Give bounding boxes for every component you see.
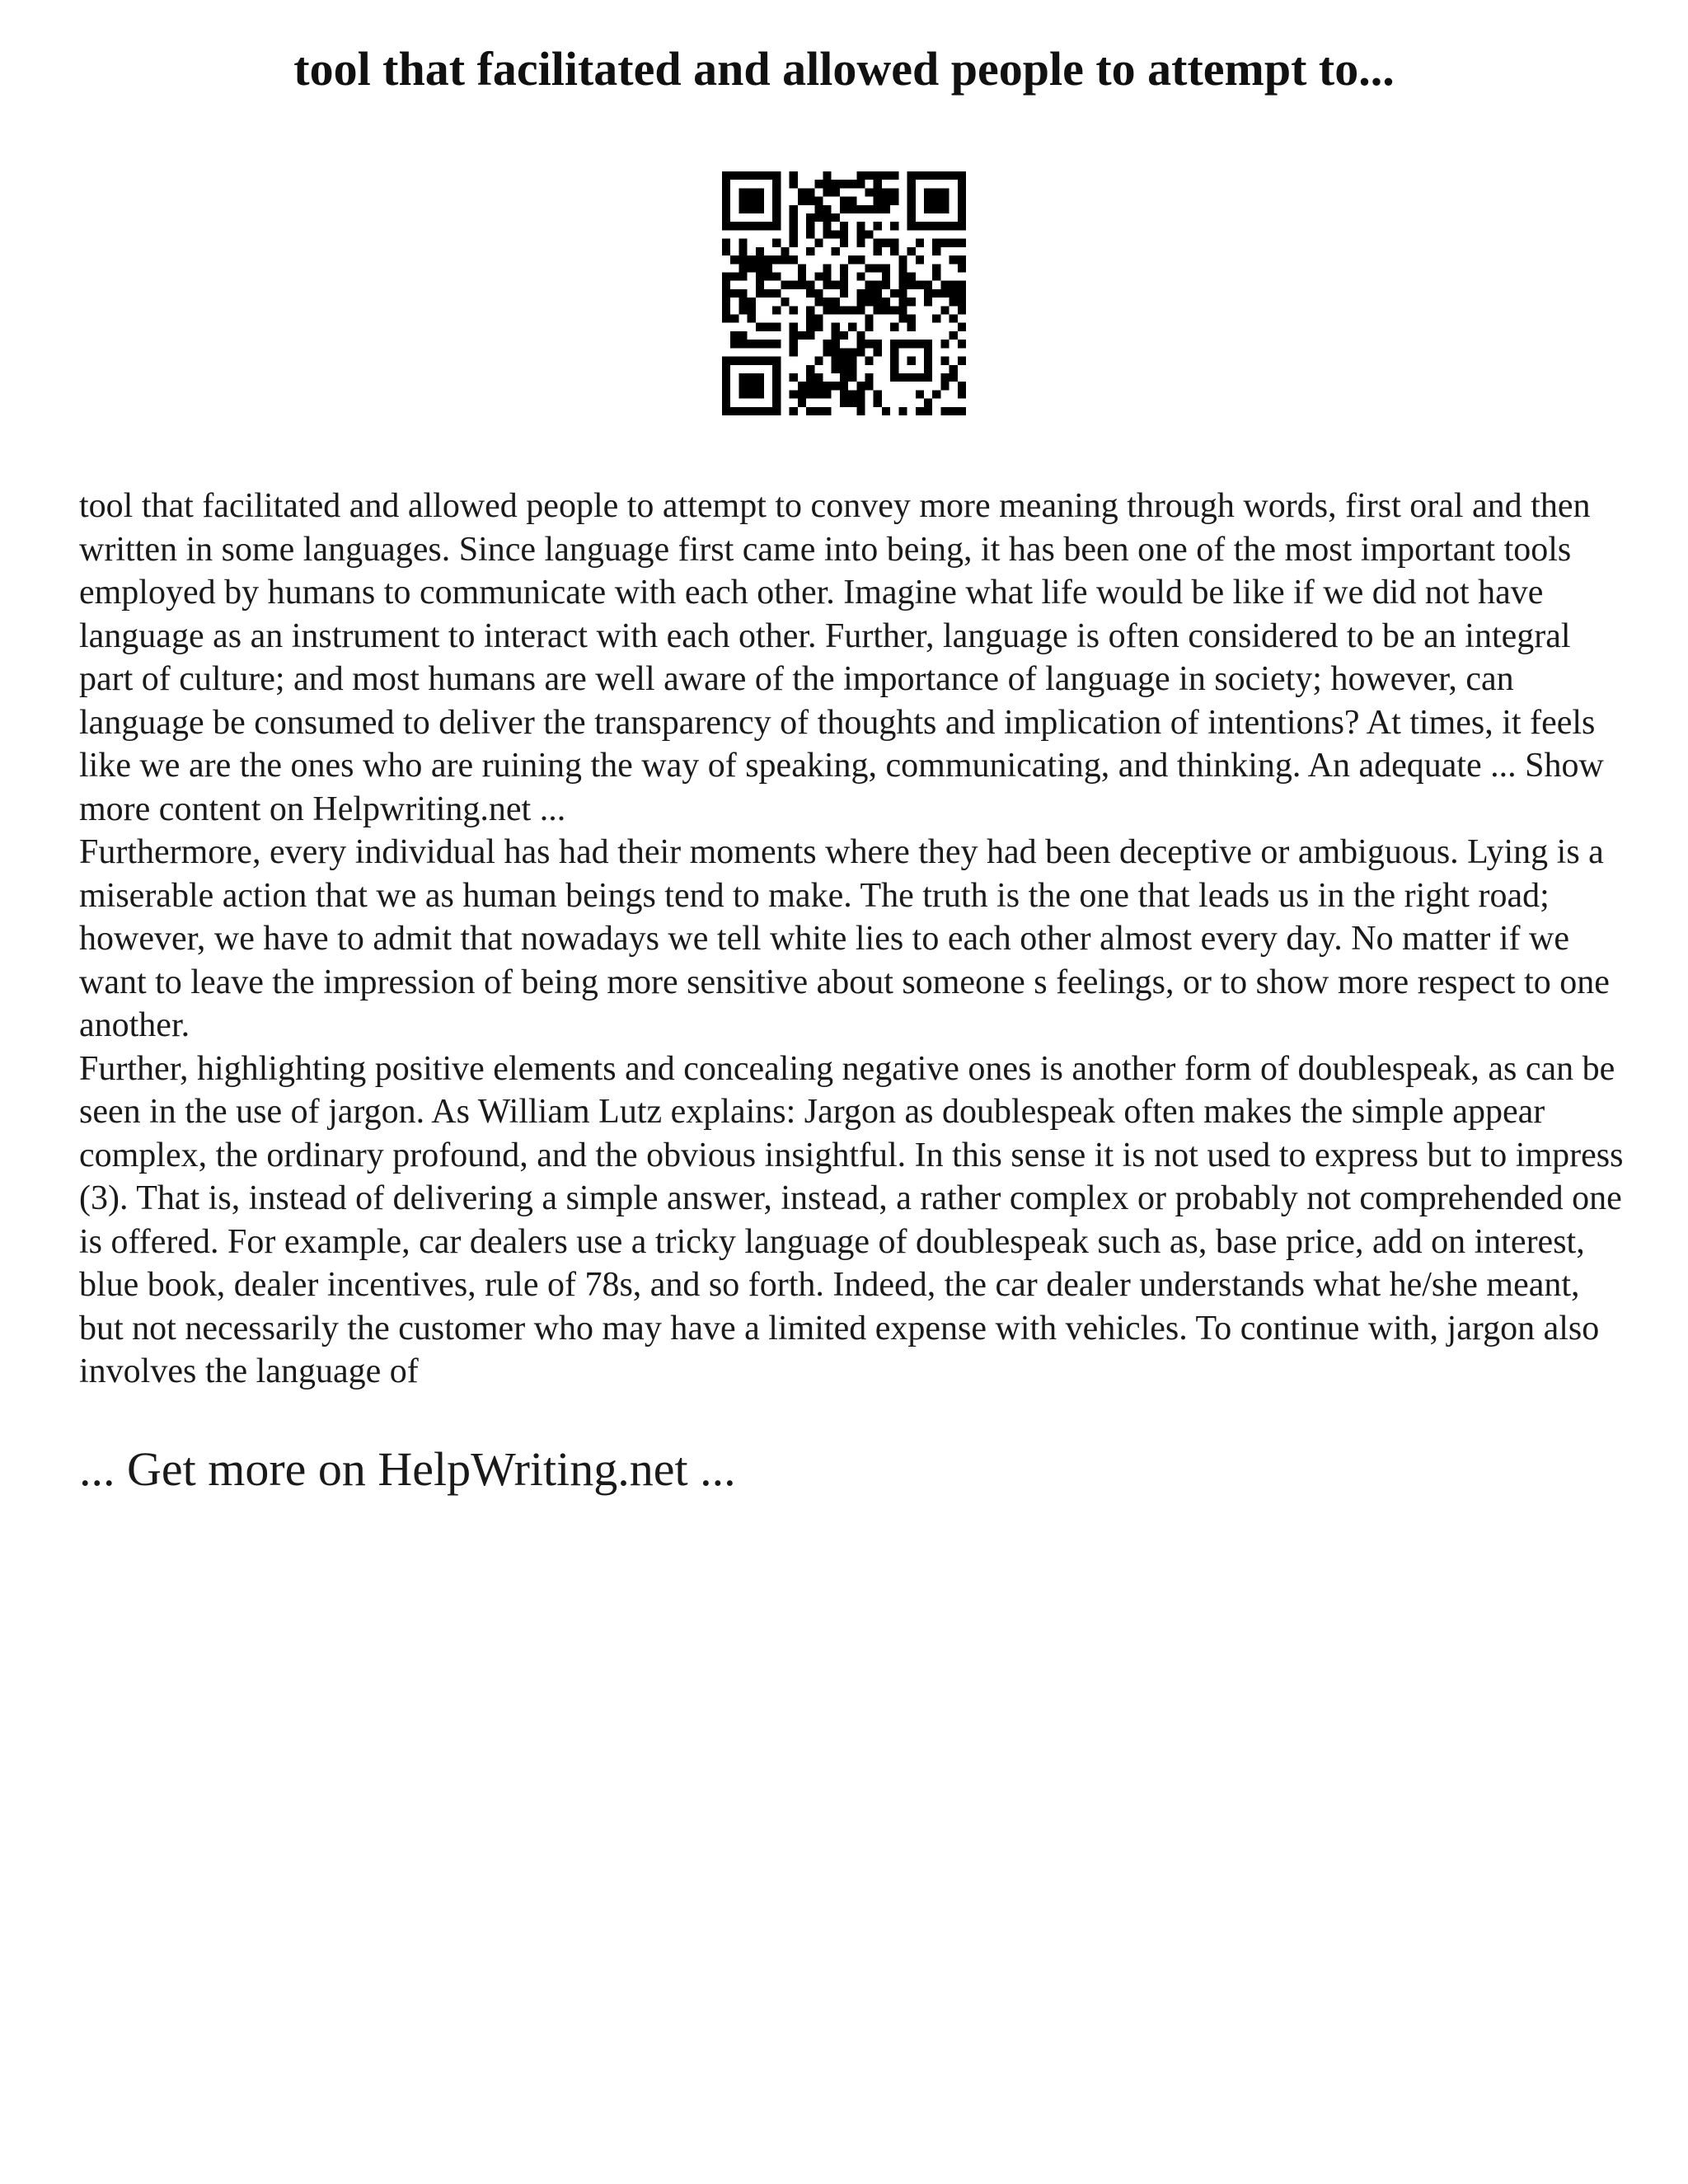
page-title: tool that facilitated and allowed people to attempt to... — [293, 42, 1395, 96]
article-body — [79, 485, 1629, 1394]
paragraph-2: Furthermore, every individual has had their moments where they had been deceptive or ambiguous. Lying is a miserable action that we as human beings tend to make. The truth is the one that leads us in the right road; however, we have to admit that nowadays we tell white lies to each other almost every day. No matter if we want to leave the impression of being more sensitive about someone s feelings, or to show more respect to one another. — [79, 833, 1610, 1044]
get-more-link[interactable]: ... Get more on HelpWriting.net ... — [79, 1442, 736, 1496]
qr-code-icon — [722, 171, 966, 415]
paragraph-3: Further, highlighting positive elements and concealing negative ones is another form of doublespeak, as can be seen in the use of jargon. As William Lutz explains: Jargon as doublespeak often makes the simple appear complex, the ordinary profound, and the obvious insightful. In this sense it is not used to express but to impress (3). That is, instead of delivering a simple answer, instead, a rather complex or probably not comprehended one is offered. For example, car dealers use a tricky language of doublespeak such as, base price, add on interest, blue book, dealer incentives, rule of 78s, and so forth. Indeed, the car dealer understands what he/she meant, but not necessarily the customer who may have a limited expense with vehicles. To continue with, jargon also involves the language of — [79, 1049, 1624, 1390]
paragraph-1: tool that facilitated and allowed people to attempt to convey more meaning through words, first oral and then written in some languages. Since language first came into being, it has been one of the most important tools employed by humans to communicate with each other. Imagine what life would be like if we did not have language as an instrument to interact with each other. Further, language is often considered to be an integral part of culture; and most humans are well aware of the importance of language in society; however, can language be consumed to deliver the transparency of thoughts and implication of intentions? At times, it feels like we are the ones who are ruining the way of speaking, communicating, and thinking. An adequate ... Show more content on Helpwriting.net ... — [79, 487, 1604, 828]
